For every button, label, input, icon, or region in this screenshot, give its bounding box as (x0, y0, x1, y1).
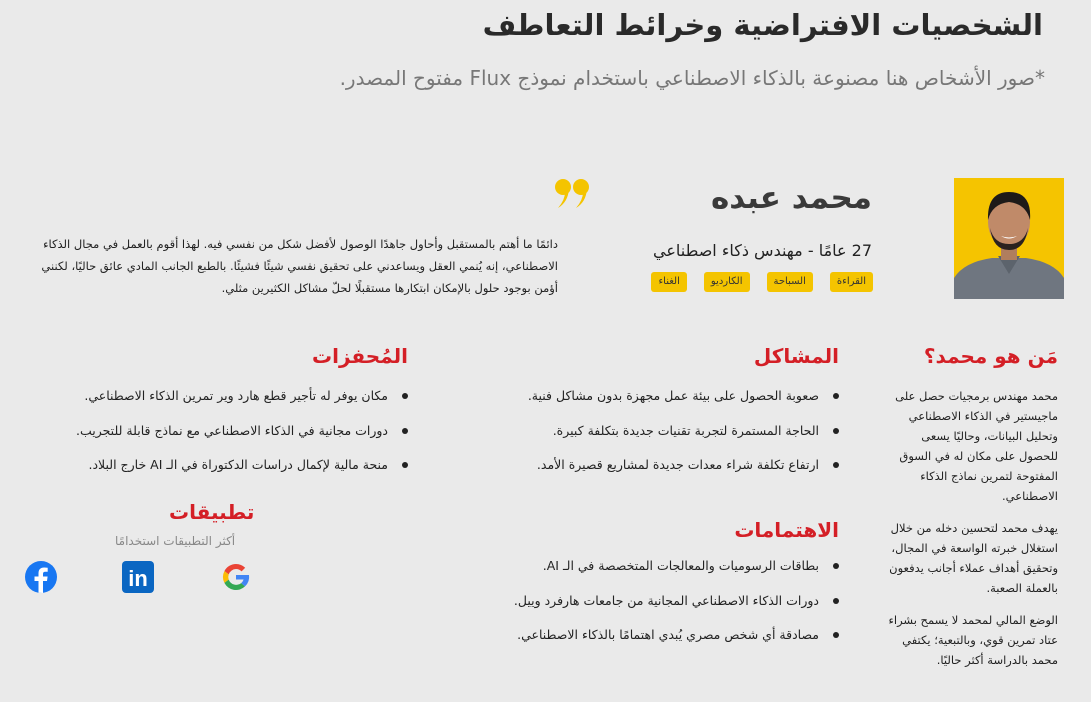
page-title: الشخصيات الافتراضية وخرائط التعاطف (482, 8, 1043, 42)
list-item: مكان يوفر له تأجير قطع هارد وير تمرين الذكاء الاصطناعي. (76, 386, 408, 421)
apps-subtitle: أكثر التطبيقات استخدامًا (115, 534, 236, 548)
person-age-job: 27 عامًا - مهندس ذكاء اصطناعي (652, 241, 872, 260)
list-item: مصادقة أي شخص مصري يُبدي اهتمامًا بالذكاء الاصطناعي. (514, 625, 839, 660)
tag-singing: الغناء (651, 272, 686, 292)
tag-swimming: السباحة (767, 272, 813, 292)
motivators-list (76, 386, 408, 490)
avatar (954, 178, 1064, 299)
motivators-title: المُحفزات (312, 344, 408, 368)
who-description (882, 386, 1058, 682)
list-item: بطاقات الرسوميات والمعالجات المتخصصة في الـ AI. (514, 556, 839, 591)
linkedin-icon (121, 560, 155, 594)
apps-title: تطبيقات (169, 500, 255, 524)
tag-reading: القراءة (830, 272, 873, 292)
facebook-icon (24, 560, 58, 594)
list-item: دورات الذكاء الاصطناعي المجانية من جامعات هارفرد وييل. (514, 591, 839, 626)
who-title: مَن هو محمد؟ (923, 344, 1058, 368)
person-name: محمد عبده (710, 180, 872, 216)
list-item: منحة مالية لإكمال دراسات الدكتوراة في الـ AI خارج البلاد. (76, 455, 408, 490)
svg-text:in: in (128, 566, 148, 591)
who-paragraph: الوضع المالي لمحمد لا يسمح بشراء عتاد تمرين قوي، وبالتبعية؛ يكتفي محمد بالدراسة أكثر حاليًا. (888, 613, 1058, 667)
google-icon (219, 560, 253, 594)
interests-list (514, 556, 839, 660)
who-paragraph: يهدف محمد لتحسين دخله من خلال استغلال خبرته الواسعة في المجال، وتحقيق أهداف عملاء أجانب يدفعون بالعملة الصعبة. (889, 521, 1058, 595)
problems-list (528, 386, 839, 490)
interests-title: الاهتمامات (734, 518, 839, 542)
who-paragraph: محمد مهندس برمجيات حصل على ماجيستير في الذكاء الاصطناعي وتحليل البيانات، وحاليًا يسعى للحصول على مكان له في السوق المفتوحة لتمرين نماذج الذكاء الاصطناعي. (895, 389, 1058, 503)
tag-cardio: الكارديو (704, 272, 750, 292)
quote-icon (553, 176, 593, 226)
hobby-tags (651, 272, 873, 292)
list-item: صعوبة الحصول على بيئة عمل مجهزة بدون مشاكل فنية. (528, 386, 839, 421)
persona-quote: دائمًا ما أهتم بالمستقبل وأحاول جاهدًا الوصول لأفضل شكل من نفسي فيه. لهذا أقوم بالعمل في مجال الذكاء الاصطناعي، إنه يُنمي العقل ويساعدني على تحقيق نفسي شيئًا فشيئًا. بالطبع الجانب المادي عائق حاليًا، لكنني أؤمن بوجود حلول بالإمكان ابتكارها مستقبلًا لحلّ مشاكل الكثيرين مثلي. (41, 237, 558, 295)
list-item: دورات مجانية في الذكاء الاصطناعي مع نماذج قابلة للتجريب. (76, 421, 408, 456)
list-item: ارتفاع تكلفة شراء معدات جديدة لمشاريع قصيرة الأمد. (528, 455, 839, 490)
person-photo-icon (954, 178, 1064, 299)
page-subtitle: *صور الأشخاص هنا مصنوعة بالذكاء الاصطناعي باستخدام نموذج Flux مفتوح المصدر. (339, 66, 1045, 90)
list-item: الحاجة المستمرة لتجربة تقنيات جديدة بتكلفة كبيرة. (528, 421, 839, 456)
problems-title: المشاكل (753, 344, 839, 368)
